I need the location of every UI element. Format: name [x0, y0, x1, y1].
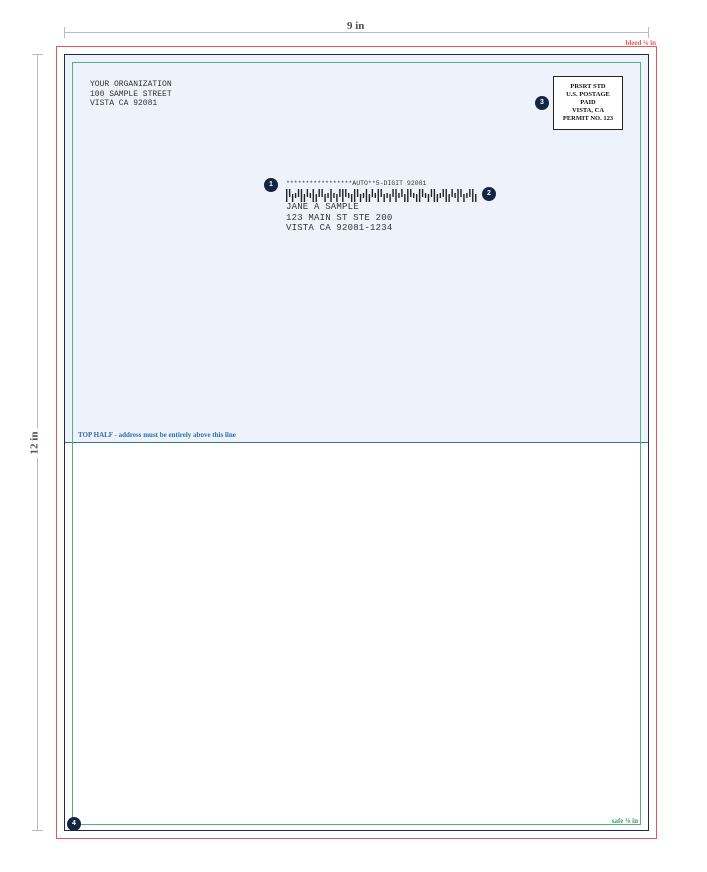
- barcode-bar: [375, 193, 376, 198]
- barcode-bar: [339, 189, 340, 197]
- barcode-bar: [422, 189, 423, 197]
- barcode-bar: [372, 189, 373, 197]
- endorsement-line: *****************AUTO**5-DIGIT 92081: [286, 180, 427, 187]
- barcode-bar: [381, 189, 382, 197]
- return-address: [90, 80, 172, 109]
- barcode-bar: [342, 189, 343, 202]
- barcode-bar: [475, 194, 476, 202]
- barcode-bar: [292, 194, 293, 202]
- bleed-label: bleed ⅛ in: [625, 39, 656, 47]
- barcode-bar: [351, 194, 352, 202]
- barcode-bar: [378, 189, 379, 202]
- barcode-bar: [363, 193, 364, 198]
- barcode-bar: [392, 189, 393, 197]
- recipient-address-block: [286, 180, 478, 234]
- barcode-bar: [437, 194, 438, 202]
- barcode-bar: [321, 189, 322, 197]
- barcode-bar: [327, 193, 328, 198]
- indicia-line: U.S. POSTAGE: [566, 91, 610, 98]
- barcode-bar: [398, 193, 399, 198]
- barcode-bar: [354, 189, 355, 202]
- barcode-bar: [336, 194, 337, 202]
- barcode-bar: [360, 194, 361, 202]
- barcode-bar: [431, 189, 432, 197]
- barcode-bar: [304, 194, 305, 202]
- barcode-bar: [407, 189, 408, 202]
- barcode-bar: [469, 189, 470, 197]
- barcode-bar: [295, 193, 296, 198]
- barcode-bar: [357, 189, 358, 197]
- barcode-bar: [345, 189, 346, 197]
- barcode-bar: [410, 189, 411, 197]
- barcode-bar: [463, 194, 464, 202]
- barcode-bar: [298, 189, 299, 197]
- barcode-bar: [366, 189, 367, 202]
- barcode-bar: [310, 193, 311, 198]
- barcode-bar: [401, 189, 402, 197]
- recipient-line: 123 MAIN ST STE 200: [286, 212, 393, 223]
- barcode-bar: [389, 194, 390, 202]
- barcode-bar: [395, 189, 396, 202]
- barcode-bar: [446, 189, 447, 202]
- barcode-bar: [324, 194, 325, 202]
- indicia-line: PERMIT NO. 123: [562, 115, 614, 122]
- safe-area-boundary: [72, 62, 641, 825]
- return-address-line: 100 SAMPLE STREET: [90, 89, 172, 99]
- return-address-line: VISTA CA 92081: [90, 99, 158, 108]
- callout-badge-3: 3: [535, 96, 549, 110]
- recipient-line: JANE A SAMPLE: [286, 202, 359, 212]
- barcode-bar: [348, 193, 349, 198]
- barcode-bar: [460, 189, 461, 197]
- barcode-bar: [419, 189, 420, 202]
- barcode-bar: [440, 193, 441, 198]
- width-dimension-tick-left: [64, 27, 65, 38]
- width-dimension-label: 9 in: [344, 20, 367, 32]
- barcode-bar: [383, 194, 384, 202]
- barcode-bar: [466, 193, 467, 198]
- barcode-bar: [289, 189, 290, 197]
- indicia-line: PAID: [580, 99, 596, 106]
- height-dimension-tick-top: [32, 54, 43, 55]
- callout-badge-2: 2: [482, 187, 496, 201]
- callout-badge-1: 1: [264, 178, 278, 192]
- barcode-bar: [434, 189, 435, 202]
- recipient-line: VISTA CA 92081-1234: [286, 223, 393, 233]
- indicia-line: VISTA, CA: [571, 107, 605, 114]
- width-dimension-tick-right: [648, 27, 649, 38]
- callout-badge-4: 4: [67, 817, 81, 831]
- barcode-bar: [472, 189, 473, 202]
- barcode-bar: [428, 194, 429, 202]
- intelligent-mail-barcode: [286, 189, 478, 202]
- barcode-bar: [451, 189, 452, 197]
- top-half-label: TOP HALF - address must be entirely above this line: [78, 431, 236, 439]
- height-dimension-label: 12 in: [28, 429, 40, 458]
- barcode-bar: [416, 194, 417, 202]
- barcode-bar: [443, 189, 444, 197]
- width-dimension-line: [64, 32, 649, 33]
- barcode-bar: [457, 189, 458, 202]
- barcode-bar: [369, 194, 370, 202]
- barcode-bar: [313, 189, 314, 202]
- barcode-bar: [301, 189, 302, 202]
- barcode-bar: [333, 193, 334, 198]
- barcode-bar: [448, 194, 449, 202]
- barcode-bar: [404, 194, 405, 202]
- barcode-bar: [330, 189, 331, 202]
- barcode-bar: [286, 189, 287, 202]
- barcode-bar: [307, 189, 308, 197]
- postage-indicia: [553, 76, 623, 130]
- indicia-line: PRSRT STD: [570, 83, 606, 90]
- barcode-bar: [386, 193, 387, 198]
- barcode-bar: [454, 193, 455, 198]
- barcode-bar: [316, 194, 317, 202]
- return-address-line: YOUR ORGANIZATION: [90, 80, 172, 89]
- safe-label: safe ⅛ in: [611, 817, 638, 825]
- height-dimension-tick-bottom: [32, 830, 43, 831]
- barcode-bar: [413, 193, 414, 198]
- barcode-bar: [318, 189, 319, 197]
- barcode-bar: [425, 193, 426, 198]
